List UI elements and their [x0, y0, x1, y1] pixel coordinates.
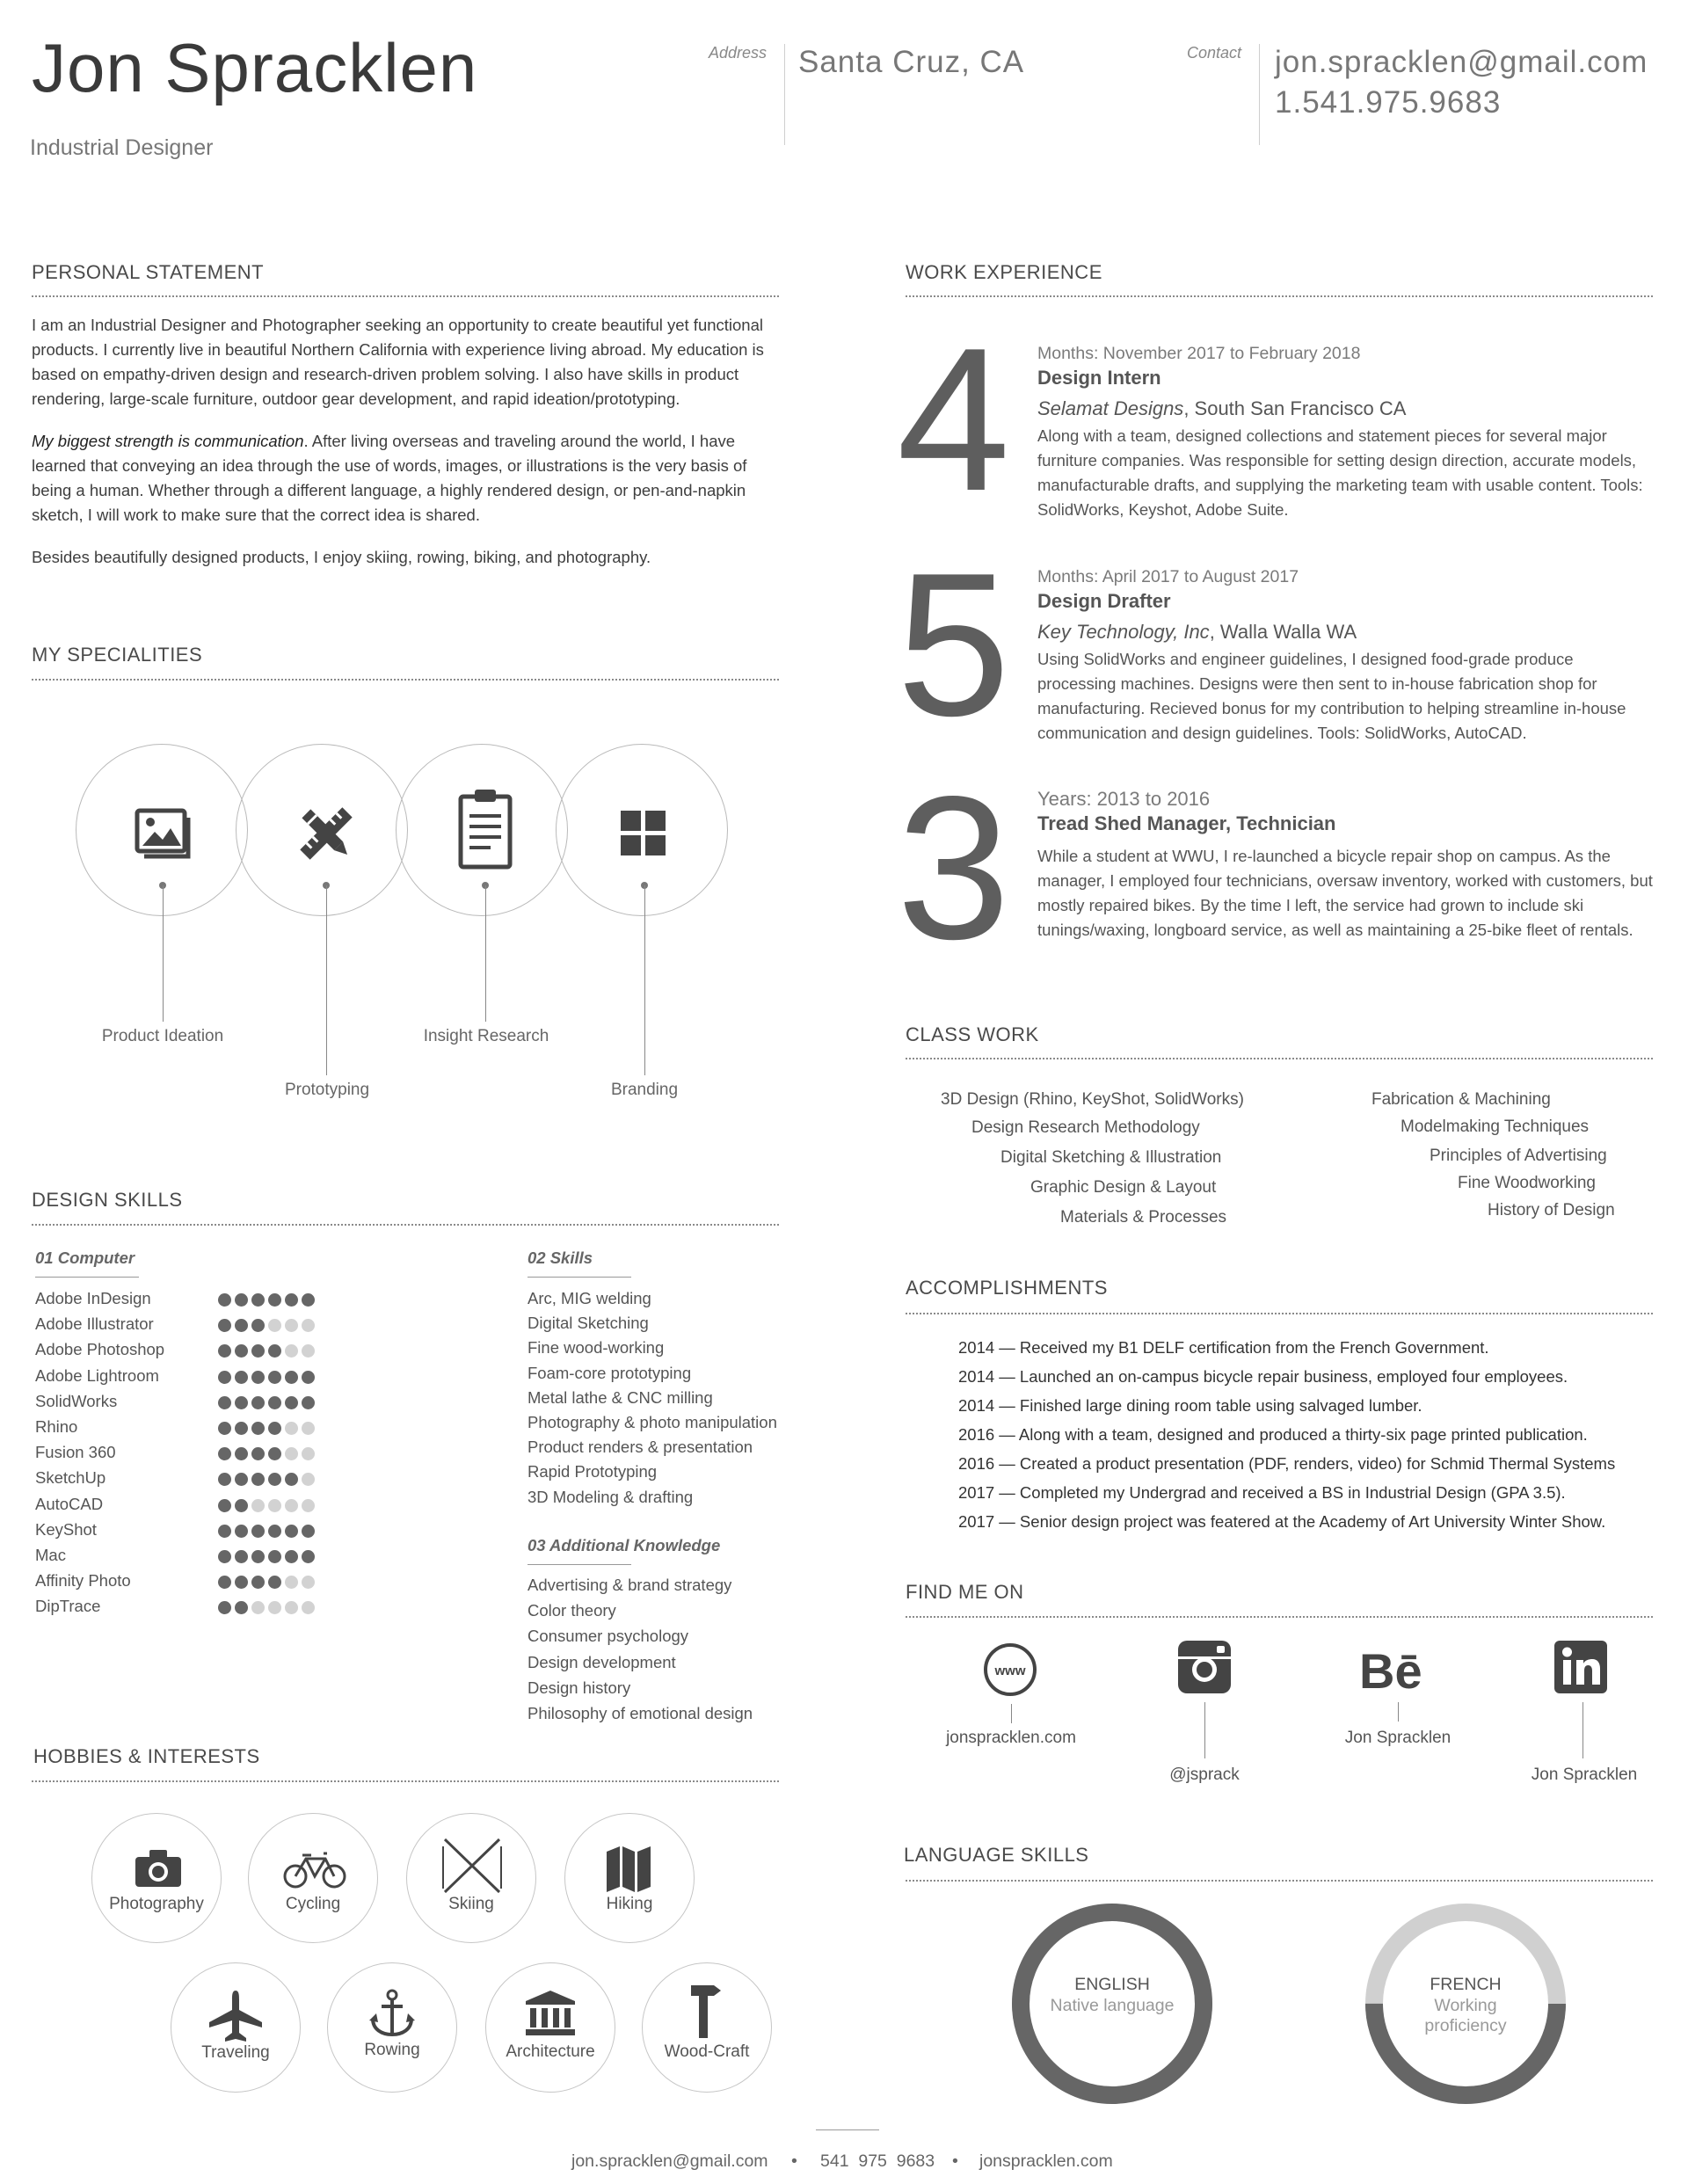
section-rule: [32, 1224, 779, 1226]
skill-rating: [218, 1396, 315, 1409]
bicycle-icon: [283, 1852, 346, 1889]
section-rule: [906, 1313, 1653, 1314]
speciality-label: Insight Research: [423, 1027, 549, 1045]
instagram-link[interactable]: @jsprack: [1169, 1765, 1240, 1784]
rating-dot: [235, 1371, 248, 1384]
rating-dot: [268, 1293, 281, 1307]
section-rule: [906, 295, 1653, 297]
rating-dot: [285, 1422, 298, 1435]
rating-dot: [218, 1525, 231, 1538]
computer-skill-row: [35, 1417, 369, 1440]
skill-name: Mac: [35, 1546, 66, 1564]
statement-emphasis: My biggest strength is communication: [32, 432, 304, 450]
section-rule: [32, 679, 779, 681]
language-skills-heading: LANGUAGE SKILLS: [904, 1844, 1089, 1866]
footer-separator: •: [791, 2151, 797, 2171]
rating-dot: [302, 1601, 315, 1614]
rating-dot: [268, 1473, 281, 1486]
job-dates: Months: April 2017 to August 2017: [1037, 567, 1299, 586]
job-company: [1037, 397, 1406, 420]
instagram-icon[interactable]: [1178, 1641, 1231, 1693]
rating-dot: [302, 1447, 315, 1460]
rating-dot: [218, 1447, 231, 1460]
hobby-label: Hiking: [606, 1895, 653, 1913]
skill-rating: [218, 1371, 315, 1384]
section-rule: [32, 295, 779, 297]
rating-dot: [268, 1576, 281, 1589]
rating-dot: [302, 1525, 315, 1538]
rating-dot: [251, 1550, 265, 1563]
rating-dot: [235, 1499, 248, 1512]
knowledge-item: Consumer psychology: [528, 1627, 689, 1646]
rating-dot: [235, 1473, 248, 1486]
airplane-icon: [207, 1991, 264, 2043]
speciality-label: Branding: [610, 1081, 679, 1099]
work-experience-heading: WORK EXPERIENCE: [906, 261, 1102, 283]
rating-dot: [218, 1293, 231, 1307]
job-role: Design Intern: [1037, 367, 1161, 389]
language-level: Native language: [1050, 1996, 1175, 2015]
company-location: , Walla Walla WA: [1209, 621, 1357, 643]
rating-dot: [285, 1499, 298, 1512]
rating-dot: [251, 1447, 265, 1460]
rating-dot: [302, 1396, 315, 1409]
speciality-label: Prototyping: [284, 1081, 370, 1099]
skis-icon: [440, 1838, 505, 1894]
statement-text: . After living overseas and traveling around the world, I have learned that conveying an idea through the use of words, images, or illustrations is the very basis of being a human. Whether through a different language, a highly rendered design, or pen-and-napkin sketch, I will work to make sure that the correct idea is shared.: [32, 432, 747, 524]
rating-dot: [285, 1447, 298, 1460]
rating-dot: [268, 1344, 281, 1358]
rating-dot: [285, 1576, 298, 1589]
skill-name: Affinity Photo: [35, 1571, 131, 1591]
footer-phone: 541 975 9683: [820, 2151, 935, 2171]
rating-dot: [218, 1396, 231, 1409]
accomplishment-item: 2017 — Completed my Undergrad and received a BS in Industrial Design (GPA 3.5).: [958, 1483, 1566, 1502]
rating-dot: [285, 1473, 298, 1486]
pointer-line: [644, 885, 645, 1075]
computer-skill-row: [35, 1468, 369, 1491]
rating-dot: [251, 1319, 265, 1332]
skill-item: Foam-core prototyping: [528, 1363, 692, 1382]
linkedin-icon[interactable]: [1554, 1641, 1607, 1693]
rating-dot: [302, 1550, 315, 1563]
rating-dot: [302, 1293, 315, 1307]
computer-skill-row: [35, 1597, 369, 1620]
hobby-label: Wood-Craft: [664, 2042, 750, 2061]
hobby-label: Rowing: [364, 2041, 420, 2059]
classwork-item: Modelmaking Techniques: [1401, 1117, 1590, 1136]
hobby-label: Skiing: [448, 1895, 494, 1913]
skill-item: Metal lathe & CNC milling: [528, 1387, 713, 1407]
footer-email[interactable]: jon.spracklen@gmail.com: [571, 2151, 768, 2171]
statement-paragraph: Besides beautifully designed products, I enjoy skiing, rowing, biking, and photography.: [32, 548, 651, 566]
building-icon: [526, 1991, 575, 2036]
rating-dot: [235, 1344, 248, 1358]
knowledge-heading: 03 Additional Knowledge: [528, 1536, 721, 1554]
pointer-line: [1204, 1702, 1205, 1758]
camera-icon: [134, 1848, 183, 1889]
company-location: , South San Francisco CA: [1183, 397, 1407, 419]
computer-skill-row: [35, 1366, 369, 1389]
skill-rating: [218, 1499, 315, 1512]
pointer-line: [1582, 1702, 1583, 1758]
address-divider: [784, 44, 785, 145]
rating-dot: [302, 1422, 315, 1435]
rating-dot: [285, 1525, 298, 1538]
knowledge-item: Design history: [528, 1678, 631, 1697]
rating-dot: [268, 1525, 281, 1538]
rating-dot: [268, 1499, 281, 1512]
section-rule: [906, 1058, 1653, 1059]
rating-dot: [302, 1344, 315, 1358]
rating-dot: [218, 1550, 231, 1563]
rating-dot: [235, 1447, 248, 1460]
statement-paragraph: [32, 429, 781, 528]
design-skills-heading: DESIGN SKILLS: [32, 1189, 183, 1211]
skill-item: Photography & photo manipulation: [528, 1413, 777, 1431]
computer-skill-row: [35, 1571, 369, 1594]
skill-rating: [218, 1447, 315, 1460]
accomplishment-item: 2014 — Received my B1 DELF certification from the French Government.: [958, 1338, 1489, 1357]
skill-item: Arc, MIG welding: [528, 1289, 651, 1307]
skill-rating: [218, 1601, 315, 1614]
hobby-label: Cycling: [285, 1895, 341, 1913]
language-name: ENGLISH: [1074, 1975, 1150, 1994]
classwork-item: 3D Design (Rhino, KeyShot, SolidWorks): [941, 1090, 1244, 1109]
footer-rule: [816, 2129, 879, 2130]
rating-dot: [251, 1499, 265, 1512]
accomplishment-item: 2014 — Finished large dining room table using salvaged lumber.: [958, 1396, 1422, 1415]
skill-rating: [218, 1319, 315, 1332]
classwork-item: Fabrication & Machining: [1372, 1090, 1551, 1109]
rating-dot: [285, 1396, 298, 1409]
rating-dot: [218, 1344, 231, 1358]
rating-dot: [285, 1601, 298, 1614]
accomplishments-heading: ACCOMPLISHMENTS: [906, 1277, 1108, 1299]
rating-dot: [268, 1396, 281, 1409]
skill-rating: [218, 1525, 315, 1538]
skill-name: KeyShot: [35, 1519, 97, 1539]
computer-skill-row: [35, 1443, 369, 1466]
company-name: Key Technology, Inc: [1037, 621, 1210, 643]
section-rule: [906, 1616, 1653, 1618]
hobby-label: Traveling: [201, 2043, 270, 2062]
language-name: FRENCH: [1430, 1975, 1502, 1994]
classwork-item: Digital Sketching & Illustration: [1000, 1148, 1222, 1167]
skill-name: SketchUp: [35, 1468, 106, 1488]
language-level: Working proficiency: [1424, 1996, 1507, 2035]
clipboard-icon: [457, 788, 513, 870]
image-gallery-icon: [134, 807, 193, 862]
skill-item: Product renders & presentation: [528, 1438, 753, 1457]
skill-name: Fusion 360: [35, 1443, 116, 1462]
svg-text:Bē: Bē: [1359, 1643, 1422, 1692]
pointer-line: [163, 885, 164, 1022]
resume-name: Jon Spracklen: [32, 29, 478, 106]
map-icon: [605, 1845, 652, 1894]
rating-dot: [218, 1499, 231, 1512]
skill-name: Adobe Lightroom: [35, 1365, 159, 1385]
hammer-icon: [688, 1984, 723, 2040]
skill-rating: [218, 1550, 315, 1563]
skill-item: Rapid Prototyping: [528, 1462, 658, 1481]
knowledge-item: Design development: [528, 1652, 676, 1671]
knowledge-item: Philosophy of emotional design: [528, 1704, 753, 1722]
job-role: Tread Shed Manager, Technician: [1037, 812, 1336, 834]
skill-name: Adobe InDesign: [35, 1289, 151, 1307]
footer-website[interactable]: jonspracklen.com: [979, 2151, 1113, 2171]
pointer-line: [326, 885, 327, 1075]
statement-paragraph: I am an Industrial Designer and Photographer seeking an opportunity to create beautiful yet functional products. I currently live in beautiful Northern California with experience living abroad. My education is based on empathy-driven design and research-driven problem solving. I also have skills in product rendering, large-scale furniture, outdoor gear development, and rapid ideation/prototyping.: [32, 316, 764, 408]
svg-text:www: www: [994, 1663, 1026, 1678]
rating-dot: [235, 1576, 248, 1589]
pointer-line: [1398, 1702, 1399, 1722]
rating-dot: [251, 1396, 265, 1409]
accomplishment-item: 2017 — Senior design project was featered at the Academy of Art University Winter Show.: [958, 1512, 1606, 1531]
phone-number: 1.541.975.9683: [1275, 85, 1502, 120]
rating-dot: [302, 1473, 315, 1486]
classwork-item: History of Design: [1488, 1201, 1615, 1219]
job-dates: Years: 2013 to 2016: [1037, 788, 1211, 810]
rating-dot: [302, 1576, 315, 1589]
rating-dot: [235, 1396, 248, 1409]
job-number: 3: [897, 754, 1011, 982]
contact-divider: [1259, 44, 1260, 145]
rating-dot: [218, 1422, 231, 1435]
address-value: Santa Cruz, CA: [798, 45, 1025, 79]
rating-dot: [268, 1601, 281, 1614]
linkedin-link[interactable]: Jon Spracklen: [1531, 1765, 1638, 1784]
skill-name: Rhino: [35, 1417, 78, 1436]
classwork-item: Graphic Design & Layout: [1030, 1178, 1217, 1197]
skill-name: Adobe Photoshop: [35, 1340, 165, 1359]
computer-skill-row: [35, 1495, 369, 1518]
email-link[interactable]: jon.spracklen@gmail.com: [1275, 45, 1648, 79]
section-rule: [906, 1880, 1653, 1882]
rating-dot: [285, 1550, 298, 1563]
personal-statement-heading: PERSONAL STATEMENT: [32, 261, 265, 283]
computer-skill-row: [35, 1289, 369, 1312]
skill-name: Adobe Illustrator: [35, 1314, 154, 1334]
skill-rating: [218, 1422, 315, 1435]
accomplishment-item: 2016 — Along with a team, designed and produced a thirty-six page printed publication.: [958, 1425, 1588, 1444]
knowledge-item: Color theory: [528, 1601, 616, 1620]
rating-dot: [251, 1601, 265, 1614]
classwork-item: Principles of Advertising: [1430, 1147, 1607, 1165]
rating-dot: [251, 1293, 265, 1307]
find-me-heading: FIND ME ON: [906, 1581, 1024, 1603]
rating-dot: [268, 1550, 281, 1563]
job-description: Using SolidWorks and engineer guidelines, I designed food-grade produce processing machines. Designs were then sent to in-house fabrication shop for manufacturing. Recieved bonus for my contribution to helping streamline in-house communication and design guidelines. Tools: SolidWorks, AutoCAD.: [1037, 650, 1626, 742]
job-description: Along with a team, designed collections and statement pieces for several major furniture companies. Was responsible for setting design direction, accurate models, manufacturable drafts, and supplying the marketing team with usable content. Tools: SolidWorks, Keyshot, Adobe Suite.: [1037, 426, 1643, 519]
hobby-label: Architecture: [506, 2042, 595, 2061]
sub-rule: [528, 1564, 631, 1565]
skill-item: Digital Sketching: [528, 1314, 649, 1333]
rating-dot: [285, 1293, 298, 1307]
rating-dot: [285, 1371, 298, 1384]
rating-dot: [251, 1344, 265, 1358]
rating-dot: [218, 1319, 231, 1332]
rating-dot: [235, 1293, 248, 1307]
skill-item: 3D Modeling & drafting: [528, 1487, 694, 1506]
rating-dot: [235, 1525, 248, 1538]
accomplishment-item: 2016 — Created a product presentation (PDF, renders, video) for Schmid Thermal Systems: [958, 1454, 1616, 1473]
rating-dot: [218, 1576, 231, 1589]
skill-name: AutoCAD: [35, 1494, 104, 1513]
computer-skill-row: [35, 1546, 369, 1569]
rating-dot: [218, 1473, 231, 1486]
pointer-line: [485, 885, 486, 1022]
job-number: 5: [897, 531, 1011, 759]
rating-dot: [251, 1422, 265, 1435]
accomplishment-item: 2014 — Launched an on-campus bicycle repair business, employed four employees.: [958, 1367, 1568, 1386]
skill-item: Fine wood-working: [528, 1338, 665, 1358]
rating-dot: [302, 1319, 315, 1332]
computer-heading: 01 Computer: [35, 1249, 135, 1267]
rating-dot: [235, 1422, 248, 1435]
rating-dot: [251, 1525, 265, 1538]
section-rule: [32, 1780, 779, 1782]
website-link[interactable]: jonspracklen.com: [946, 1729, 1076, 1747]
rating-dot: [251, 1576, 265, 1589]
skill-rating: [218, 1576, 315, 1589]
job-number: 4: [897, 306, 1011, 534]
pointer-line: [1011, 1704, 1012, 1723]
rating-dot: [251, 1371, 265, 1384]
rating-dot: [251, 1473, 265, 1486]
rating-dot: [302, 1371, 315, 1384]
skills-heading: 02 Skills: [528, 1249, 593, 1267]
rating-dot: [235, 1319, 248, 1332]
rating-dot: [268, 1422, 281, 1435]
rating-dot: [302, 1499, 315, 1512]
personal-statement: [32, 313, 781, 570]
classwork-item: Materials & Processes: [1060, 1208, 1227, 1227]
address-label: Address: [708, 44, 767, 62]
rating-dot: [235, 1601, 248, 1614]
computer-skill-row: [35, 1392, 369, 1415]
skill-rating: [218, 1293, 315, 1307]
job-description: While a student at WWU, I re-launched a bicycle repair shop on campus. As the manager, I employed four technicians, oversaw inventory, worked with customers, but mostly repaired bikes. By the time I left, the service had grown to include ski tunings/waxing, longboard service, as well as maintaining a 25-bike fleet of rentals.: [1037, 847, 1653, 939]
rating-dot: [235, 1550, 248, 1563]
anchor-icon: [369, 1989, 415, 2038]
classwork-item: Design Research Methodology: [971, 1118, 1200, 1137]
behance-link[interactable]: Jon Spracklen: [1344, 1729, 1452, 1747]
hobby-label: Photography: [109, 1895, 204, 1913]
skill-name: DipTrace: [35, 1597, 101, 1616]
skill-rating: [218, 1473, 315, 1486]
job-dates: Months: November 2017 to February 2018: [1037, 344, 1361, 363]
computer-skill-row: [35, 1520, 369, 1543]
rating-dot: [268, 1371, 281, 1384]
blocks-icon: [621, 811, 666, 856]
rating-dot: [268, 1319, 281, 1332]
job-role: Design Drafter: [1037, 590, 1171, 612]
sub-rule: [35, 1277, 139, 1278]
rating-dot: [218, 1371, 231, 1384]
job-company: [1037, 621, 1357, 644]
rating-dot: [268, 1447, 281, 1460]
www-globe-icon[interactable]: [983, 1642, 1037, 1697]
hobbies-heading: HOBBIES & INTERESTS: [33, 1745, 260, 1767]
job-title: Industrial Designer: [30, 135, 214, 160]
contact-label: Contact: [1186, 44, 1241, 62]
computer-skill-row: [35, 1314, 369, 1337]
sub-rule: [528, 1277, 631, 1278]
speciality-label: Product Ideation: [101, 1027, 224, 1045]
knowledge-item: Advertising & brand strategy: [528, 1576, 732, 1594]
computer-skill-row: [35, 1340, 369, 1363]
rating-dot: [285, 1319, 298, 1332]
company-name: Selamat Designs: [1037, 397, 1184, 419]
pencil-ruler-icon: [295, 802, 358, 865]
behance-icon[interactable]: [1359, 1642, 1430, 1692]
classwork-item: Fine Woodworking: [1458, 1174, 1597, 1192]
rating-dot: [218, 1601, 231, 1614]
skill-rating: [218, 1344, 315, 1358]
specialities-heading: MY SPECIALITIES: [32, 644, 203, 666]
rating-dot: [285, 1344, 298, 1358]
footer-separator: •: [952, 2151, 958, 2171]
skill-name: SolidWorks: [35, 1391, 118, 1410]
classwork-heading: CLASS WORK: [906, 1023, 1039, 1045]
